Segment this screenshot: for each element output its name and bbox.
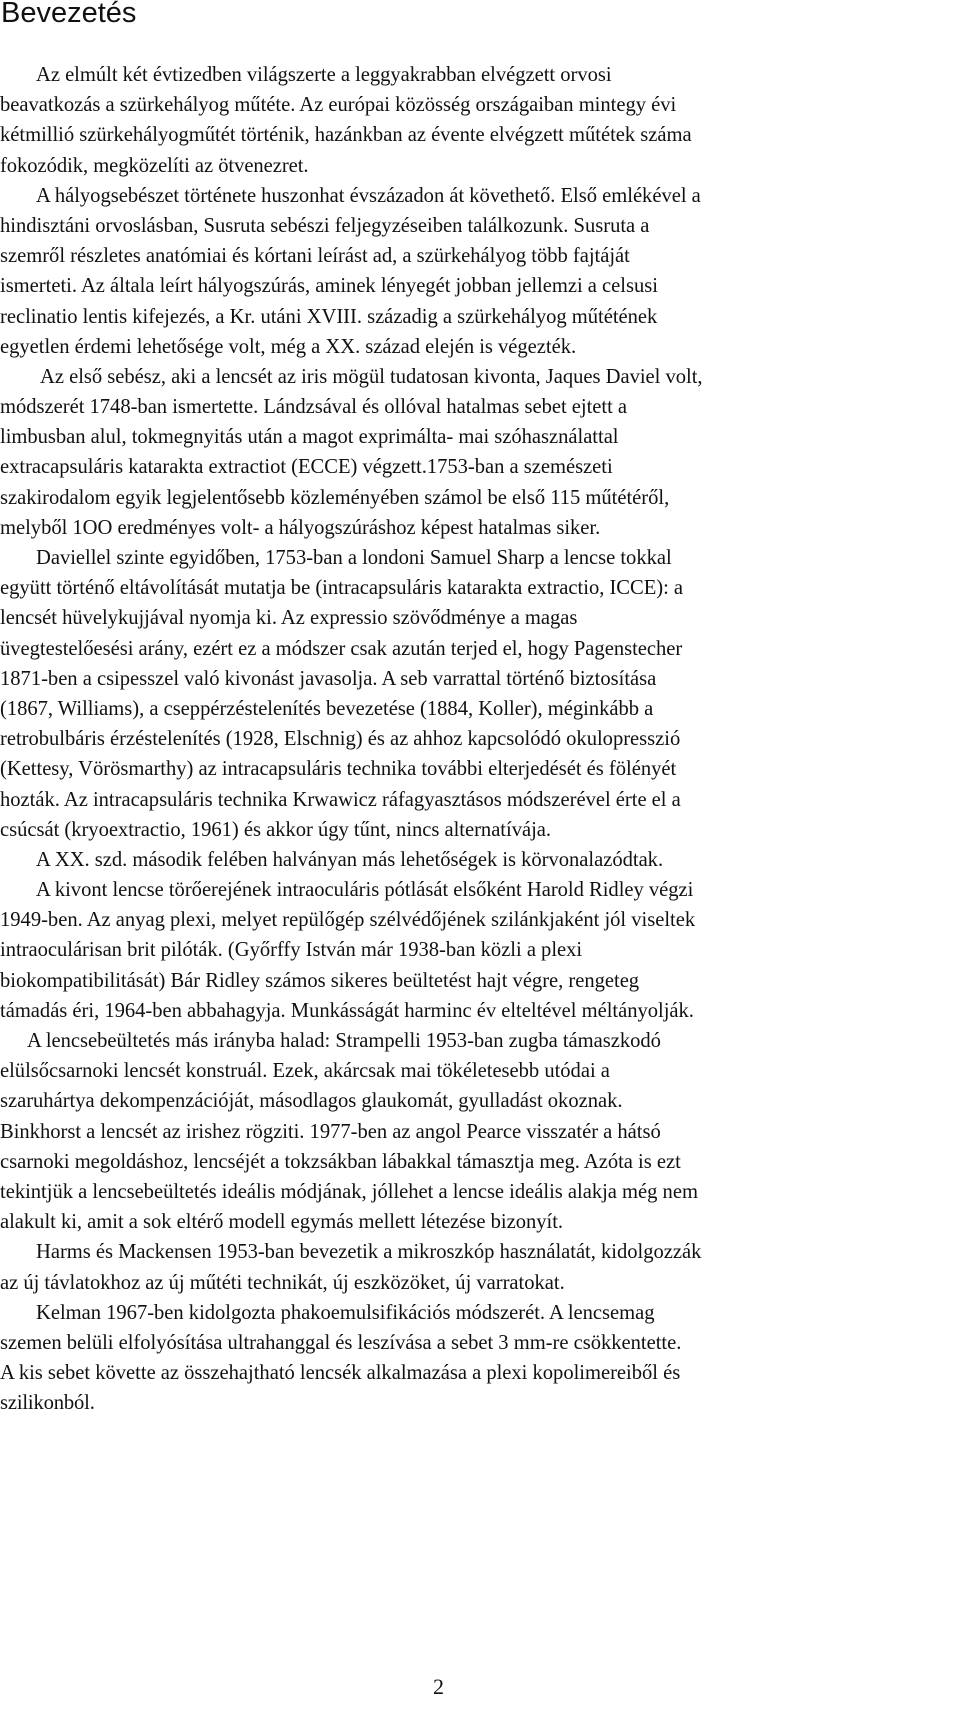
text-line: A lencsebeültetés más irányba halad: Strampelli 1953-ban zugba támaszkodó	[27, 1030, 661, 1052]
text-line: retrobulbáris érzéstelenítés (1928, Elschnig) és az ahhoz kapcsolódó okulopresszió	[0, 728, 681, 751]
text-line: szaruhártya dekompenzációját, másodlagos glaukomát, gyulladást okoznak.	[0, 1090, 623, 1113]
text-line: ismerteti. Az általa leírt hályogszúrás, aminek lényegét jobban jellemzi a celsusi	[0, 275, 658, 298]
text-line: csarnoki megoldáshoz, lencséjét a tokzsákban lábakkal támasztja meg. Azóta is ezt	[0, 1150, 681, 1173]
text-line: melyből 1OO eredményes volt- a hályogszúráshoz képest hatalmas siker.	[0, 516, 601, 539]
text-line: tekintjük a lencsebeültetés ideális módjának, jóllehet a lencse ideális alakja még nem	[0, 1180, 698, 1203]
text-line: szemen belüli elfolyósítása ultrahanggal és leszívása a sebet 3 mm-re csökkentette.	[0, 1331, 682, 1354]
text-line: (1867, Williams), a cseppérzéstelenítés bevezetése (1884, Koller), méginkább a	[0, 697, 654, 720]
text-line: Binkhorst a lencsét az irishez rögziti. 1977-ben az angol Pearce visszatér a hátsó	[0, 1120, 661, 1143]
text-line: A XX. szd. második felében halványan más lehetőségek is körvonalazódtak.	[36, 848, 664, 871]
text-line: A kis sebet követte az összehajtható lencsék alkalmazása a plexi kopolimereiből és	[0, 1362, 681, 1385]
text-line: Az elmúlt két évtizedben világszerte a leggyakrabban elvégzett orvosi	[36, 64, 612, 86]
text-line: limbusban alul, tokmegnyitás után a magot exprimálta- mai szóhasználattal	[0, 426, 619, 449]
text-line: módszerét 1748-ban ismertette. Lándzsával és ollóval hatalmas sebet ejtett a	[0, 396, 628, 419]
text-line: 1949-ben. Az anyag plexi, melyet repülőgép szélvédőjének szilánkjaként jól viseltek	[0, 909, 696, 932]
text-line: reclinatio lentis kifejezés, a Kr. utáni XVIII. századig a szürkehályog műtétének	[0, 305, 658, 328]
text-line: biokompatibilitását) Bár Ridley számos sikeres beültetést hajt végre, rengeteg	[0, 969, 640, 992]
text-line: szemről részletes anatómiai és kórtani leírást ad, a szürkehályog több fajtáját	[0, 245, 630, 268]
text-line: hindisztáni orvoslásban, Susruta sebészi feljegyzéseiben találkozunk. Susruta a	[0, 214, 650, 237]
text-line: kétmillió szürkehályogműtét történik, hazánkban az évente elvégzett műtétek száma	[0, 124, 692, 147]
page-title: Bevezetés	[1, 0, 137, 29]
text-line: Harms és Mackensen 1953-ban bevezetik a mikroszkóp használatát, kidolgozzák	[36, 1241, 702, 1264]
text-line: egyetlen érdemi lehetősége volt, még a XX. század elején is végezték.	[0, 335, 577, 358]
text-line: alakult ki, amit a sok eltérő modell egymás mellett létezése bizonyít.	[0, 1211, 564, 1234]
text-line: 1871-ben a csipesszel való kivonást javasolja. A seb varrattal történő biztosítása	[0, 667, 657, 690]
text-line: beavatkozás a szürkehályog műtéte. Az európai közösség országaiban mintegy évi	[0, 94, 677, 117]
text-line: intraoculárisan brit pilóták. (Győrffy István már 1938-ban közli a plexi	[0, 939, 583, 962]
text-line: extracapsuláris katarakta extractiot (ECCE) végzett.1753-ban a szemészeti	[0, 456, 613, 479]
text-line: üvegtestelőesési arány, ezért ez a módszer csak azután terjed el, hogy Pagenstecher	[0, 637, 683, 660]
page-number: 2	[433, 1674, 444, 1699]
text-line: Kelman 1967-ben kidolgozta phakoemulsifikációs módszerét. A lencsemag	[36, 1301, 655, 1324]
text-line: szakirodalom egyik legjelentősebb közleményében számol be első 115 műtétéről,	[0, 486, 670, 509]
text-line: A hályogsebészet története huszonhat évszázadon át követhető. Első emlékével a	[36, 184, 701, 207]
text-line: szilikonból.	[0, 1392, 95, 1415]
text-line: fokozódik, megközelíti az ötvenezret.	[0, 154, 309, 177]
text-line: csúcsát (kryoextractio, 1961) és akkor úgy tűnt, nincs alternatívája.	[0, 818, 551, 841]
text-line: A kivont lencse törőerejének intraoculáris pótlását elsőként Harold Ridley végzi	[36, 879, 694, 902]
body-text	[0, 60, 960, 1418]
text-line: (Kettesy, Vörösmarthy) az intracapsuláris technika további elterjedését és fölényét	[0, 758, 677, 781]
text-line: támadás éri, 1964-ben abbahagyja. Munkásságát harminc év elteltével méltányolják.	[0, 999, 694, 1022]
text-line: elülsőcsarnoki lencsét konstruál. Ezek, akárcsak mai tökéletesebb utódai a	[0, 1060, 610, 1083]
text-line: Daviellel szinte egyidőben, 1753-ban a londoni Samuel Sharp a lencse tokkal	[36, 547, 672, 569]
text-line: az új távlatokhoz az új műtéti technikát, új eszközöket, új varratokat.	[0, 1271, 565, 1294]
text-line: lencsét hüvelykujjával nyomja ki. Az expressio szövődménye a magas	[0, 607, 578, 630]
text-line: Az első sebész, aki a lencsét az iris mögül tudatosan kivonta, Jaques Daviel volt,	[40, 365, 703, 388]
text-line: együtt történő eltávolítását mutatja be (intracapsuláris katarakta extractio, ICCE): a	[0, 577, 684, 600]
text-line: hozták. Az intracapsuláris technika Krwawicz ráfagyasztásos módszerével érte el a	[0, 788, 681, 811]
